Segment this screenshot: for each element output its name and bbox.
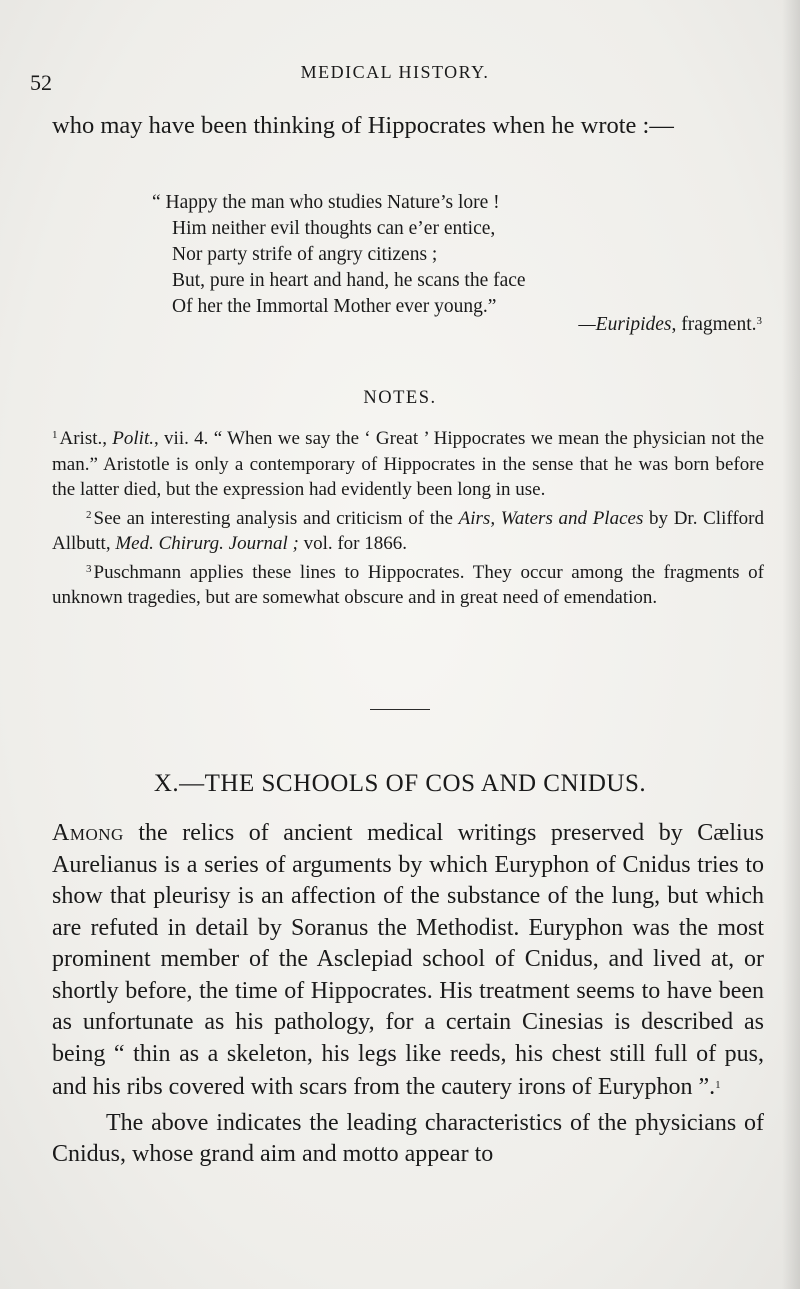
running-title: MEDICAL HISTORY. <box>300 62 490 82</box>
lead-text: who may have been thinking of Hippocrates when he wrote :— <box>52 112 674 139</box>
footnote-ref: 1 <box>715 1079 721 1091</box>
section-divider <box>370 709 430 710</box>
page-edge-shadow <box>782 0 800 1289</box>
paragraph-text: the relics of ancient medical writings preserved by Cælius Aurelianus is a series of arguments by which Euryphon of Cnidus tries to show that pleurisy is an affection of the substance of the lung, but which are refuted in detail by Soranus the Methodist. Euryphon was the most prominent member of the Asclepiad school of Cnidus, and lived at, or shortly before, the time of Hippocrates. His treatment seems to have been as unfortunate as his pathology, for a certain Cinesias is described as being “ thin as a skeleton, his legs like reeds, his chest still full of pus, and his ribs covered with scars from the cautery irons of Euryphon ”. <box>52 820 764 1100</box>
poem-attribution <box>578 314 764 336</box>
note-text: See an interesting analysis and criticism of the <box>93 507 459 529</box>
opening-word: Among <box>52 820 124 846</box>
poem-line: Of her the Immortal Mother ever young.” <box>172 296 497 317</box>
note-marker: 1 <box>52 429 58 441</box>
note-item <box>52 503 764 557</box>
body-paragraph <box>52 1108 764 1171</box>
note-text: Arist., <box>59 428 113 449</box>
section-heading: X.—THE SCHOOLS OF COS AND CNIDUS. <box>153 770 647 797</box>
attribution-author: —Euripides <box>578 314 672 335</box>
poem-line: Him neither evil thoughts can e’er entice, <box>172 218 496 239</box>
note-text: Puschmann applies these lines to Hippocrates. They occur among the fragments of unknown tragedies, but are somewhat obscure and in great need of emendation. <box>52 561 764 608</box>
note-item <box>52 423 764 503</box>
notes-heading: NOTES. <box>363 388 437 408</box>
note-text: vol. for 1866. <box>298 533 408 554</box>
poem-line: But, pure in heart and hand, he scans the face <box>172 270 526 291</box>
note-marker: 2 <box>86 508 92 521</box>
notes-list <box>52 423 764 611</box>
poem-line: Nor party strife of angry citizens ; <box>172 244 438 265</box>
note-italic: Polit. <box>112 428 154 449</box>
attribution-rest: , fragment. <box>671 314 757 335</box>
poem-quote <box>152 190 526 320</box>
running-head <box>30 58 760 95</box>
note-italic: Med. Chirurg. Journal ; <box>115 533 299 554</box>
body-paragraph <box>52 818 764 1104</box>
note-text: by Dr. Clifford Allbutt, <box>52 507 764 554</box>
note-text: , vii. 4. “ When we say the ‘ Great ’ Hippocrates we mean the physician not the man.” Aristotle is only a contemporary of Hippocrates in the sense that he was born before the latter died, but the expression had evidently been long in use. <box>52 428 765 500</box>
paragraph-text: The above indicates the leading characteristics of the physicians of Cnidus, whose grand aim and motto appear to <box>52 1109 764 1167</box>
section-body <box>52 818 764 1171</box>
page-number: 52 <box>30 70 52 95</box>
note-marker: 3 <box>86 562 92 575</box>
note-item <box>52 557 764 611</box>
poem-line: “ Happy the man who studies Nature’s lore ! <box>152 192 500 213</box>
note-italic: Airs, Waters and Places <box>458 507 644 529</box>
footnote-ref: 3 <box>756 315 762 327</box>
